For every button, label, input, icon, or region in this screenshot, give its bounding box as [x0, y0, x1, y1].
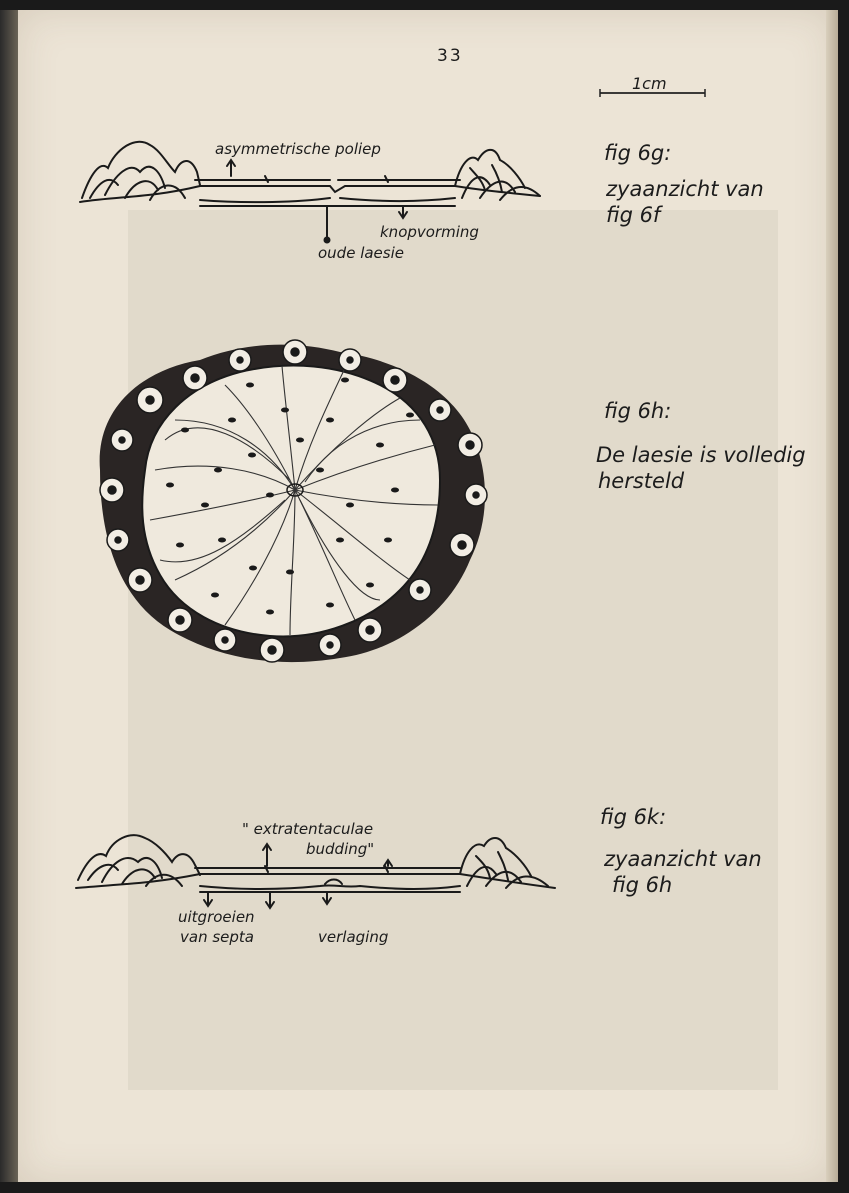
fig6h-caption-line1: De laesie is volledig [596, 443, 806, 467]
fig6k-label-extratentacular: " extratentaculae [242, 820, 374, 838]
fig6g-title: fig 6g: [604, 141, 672, 165]
fig6k-label-septa-line2: van septa [180, 928, 254, 946]
fig6g-caption-line1: zyaanzicht van [606, 177, 764, 201]
fig6g-label-lesion: oude laesie [318, 244, 405, 262]
fig6h-top-view-drawing [100, 340, 487, 662]
fig6h-title: fig 6h: [604, 399, 672, 423]
fig6g-caption-line2: fig 6f [606, 203, 661, 227]
scale-bar-label: 1cm [632, 74, 667, 93]
fig6k-label-budding: budding" [306, 840, 375, 858]
fig6k-label-lowering: verlaging [318, 928, 389, 946]
fig6h-caption-line2: hersteld [598, 469, 685, 493]
fig6g-label-budding: knopvorming [380, 223, 479, 241]
fig6g-label-polyp: asymmetrische poliep [215, 140, 381, 158]
page-number: 33 [437, 46, 463, 66]
fig6k-title: fig 6k: [600, 805, 667, 829]
fig6k-caption-line1: zyaanzicht van [604, 847, 762, 871]
fig6k-label-septa-line1: uitgroeien [178, 908, 255, 926]
fig6k-caption-line2: fig 6h [612, 873, 673, 897]
